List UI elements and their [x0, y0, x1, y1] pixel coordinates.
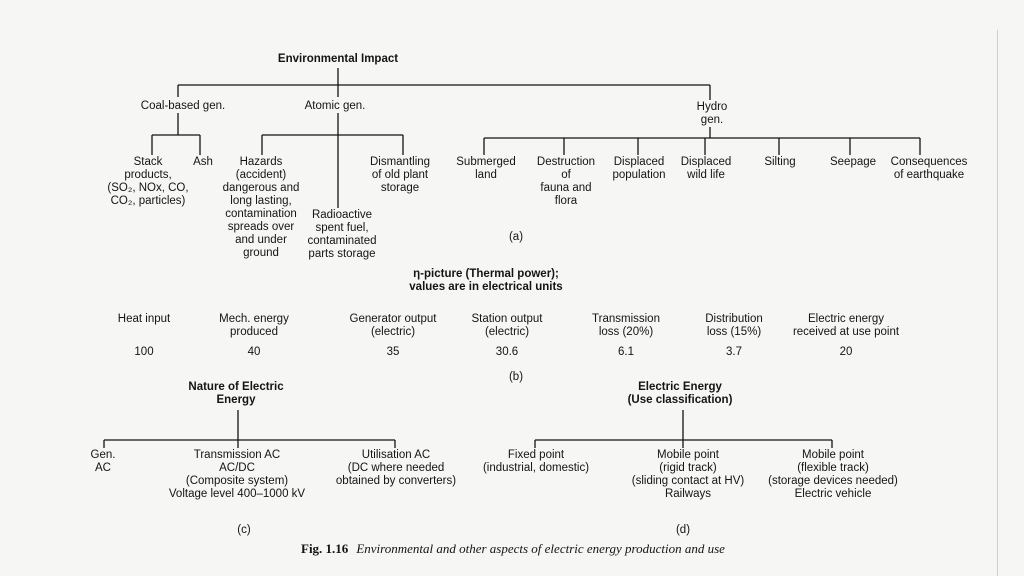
- c-leaf-gen-ac: Gen. AC: [90, 449, 116, 474]
- d-leaf-mobile-rigid: Mobile point (rigid track) (sliding contact at HV) Railways: [631, 449, 745, 500]
- b-item-value: 100: [134, 346, 154, 358]
- b-item-label: Transmission loss (20%): [592, 313, 660, 338]
- b-item-value: 35: [386, 346, 400, 358]
- a-hydro-children: [484, 138, 920, 155]
- a-coal-children: [152, 135, 200, 155]
- a-leaf-earthquake: Consequences of earthquake: [890, 156, 968, 181]
- c-leaf-transmission: Transmission AC AC/DC (Composite system) Voltage level 400–1000 kV: [168, 449, 306, 500]
- b-item-label: Electric energy received at use point: [792, 313, 900, 338]
- a-leaf-hazards: Hazards (accident) dangerous and long lasting, contamination spreads over and under ground: [222, 156, 300, 259]
- figure-caption: [301, 541, 725, 557]
- c-title: Nature of Electric Energy: [188, 381, 284, 406]
- b-item-label: Station output (electric): [471, 313, 543, 338]
- c-children: [104, 440, 395, 448]
- b-item-value: 20: [839, 346, 853, 358]
- a-leaf-silting: Silting: [764, 156, 796, 168]
- d-leaf-mobile-flexible: Mobile point (flexible track) (storage devices needed) Electric vehicle: [768, 449, 898, 500]
- a-leaf-submerged-land: Submerged land: [456, 156, 516, 181]
- a-leaf-dismantling: Dismantling of old plant storage: [369, 156, 431, 194]
- b-item-label: Distribution loss (15%): [705, 313, 763, 338]
- a-node-coal: Coal-based gen.: [140, 100, 226, 112]
- c-panel-label: (c): [237, 524, 251, 536]
- a-leaf-destruction: Destruction of fauna and flora: [536, 156, 596, 207]
- a-title: Environmental Impact: [277, 53, 399, 65]
- b-item-value: 30.6: [495, 346, 519, 358]
- a-panel-label: (a): [508, 231, 524, 243]
- b-item-value: 3.7: [726, 346, 742, 358]
- b-item-label: Generator output (electric): [349, 313, 437, 338]
- a-leaf-ash: Ash: [193, 156, 213, 168]
- b-item-label: Heat input: [117, 313, 171, 325]
- b-item-value: 40: [247, 346, 261, 358]
- c-leaf-utilisation: Utilisation AC (DC where needed obtained by converters): [335, 449, 457, 487]
- a-leaf-radioactive: Radioactive spent fuel, contaminated parts storage: [307, 209, 377, 260]
- d-children: [535, 440, 832, 448]
- a-leaf-stack-products: Stack products, (SO₂, NOx, CO, CO₂, particles): [107, 156, 189, 207]
- tree-d-connectors: [535, 410, 832, 448]
- a-node-atomic: Atomic gen.: [304, 100, 366, 112]
- a-node-hydro: Hydro gen.: [696, 101, 728, 126]
- d-panel-label: (d): [675, 524, 691, 536]
- b-panel-label: (b): [508, 371, 524, 383]
- b-title: η-picture (Thermal power); values are in electrical units: [409, 268, 563, 293]
- a-leaf-seepage: Seepage: [829, 156, 877, 168]
- figure-caption-text: Environmental and other aspects of electric energy production and use: [356, 541, 725, 556]
- d-title: Electric Energy (Use classification): [627, 381, 733, 406]
- tree-c-connectors: [104, 410, 395, 448]
- a-leaf-displaced-wildlife: Displaced wild life: [680, 156, 732, 181]
- b-item-label: Mech. energy produced: [219, 313, 289, 338]
- a-leaf-displaced-population: Displaced population: [612, 156, 666, 181]
- b-item-value: 6.1: [618, 346, 634, 358]
- figure-number: Fig. 1.16: [301, 541, 349, 556]
- d-leaf-fixed-point: Fixed point (industrial, domestic): [482, 449, 590, 474]
